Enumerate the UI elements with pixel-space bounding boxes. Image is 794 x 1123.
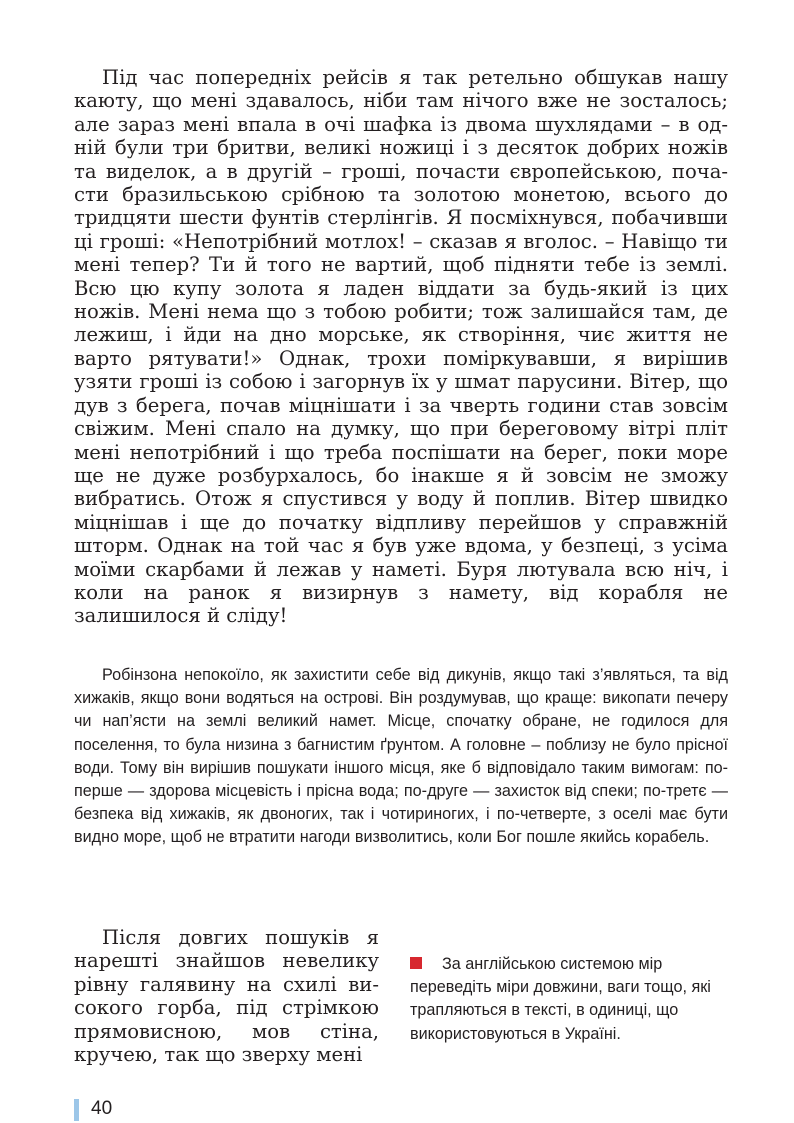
task-text: За англійською системою мір переведіть міри довжини, ваги тощо, які трапляються в тексті, в одиниці, що використовуються в Україні. [410,955,711,1043]
column-text: Після довгих пошуків я нарешті знайшов невелику рівну галявину на схилі високого горба, під стрімкою прямовисною, мов стіна, кручею, так що зверху мені [74,926,379,1067]
task-marker-icon [410,957,422,969]
page-number-bar [74,1099,79,1121]
task-block [410,953,728,1046]
summary-text: Робінзона непокоїло, як захистити себе від дикунів, якщо такі з’являться, та від хижаків, якщо вони водяться на острові. Він роздумував, що краще: викопати печеру чи нап’ясти на землі великий намет. Місце, спочатку обране, не годилося для поселення, то була низина з багнистим ґрунтом. А головне – поблизу не було прісної води. Тому він вирішив пошукати іншого місця, яке б відповідало таким вимогам: по-перше — здорова місцевість і прісна вода; по-друге — захисток від спеки; по-третє — безпека від хижаків, як двоногих, так і чотириногих, і по-четверте, з оселі має бути видно море, щоб не втратити нагоди визволитись, коли Бог пошле якийсь корабель. [74,666,728,847]
main-text: Під час попередніх рейсів я так ретельно обшукав нашу каюту, що мені здавалось, ніби там нічого вже не зосталось; але зараз мені впала в очі шафка із двома шухлядами – в одній були три бритви, великі ножиці і з десяток добрих ножів та виделок, а в другій – гроші, почасти європейською, почасти бразильською срібною та золотою монетою, всього до тридцяти шести фунтів стерлінгів. Я посміхнувся, побачивши ці гроші: «Непотрібний мотлох! – сказав я вголос. – Навіщо ти мені тепер? Ти й того не вартий, щоб підняти тебе із землі. Всю цю купу золота я ладен віддати за будь-який із цих ножів. Мені нема що з тобою робити; тож залишайся там, де лежиш, і йди на дно морське, як створіння, чиє життя не варто рятувати!» Однак, трохи поміркувавши, я вирішив узяти гроші із собою і загорнув їх у шмат парусини. Вітер, що дув з берега, почав міцнішати і за чверть години став зовсім свіжим. Мені спало на думку, що при береговому вітрі пліт мені непотрібний і що треба поспішати на берег, поки море ще не дуже розбурхалось, бо інакше я й зовсім не зможу вибратись. Отож я спустився у воду й поплив. Вітер швидко міцнішав і ще до початку відпливу перейшов у справжній шторм. Однак на той час я був уже вдома, у безпеці, з усіма моїми скарбами й лежав у наметі. Буря лютувала всю ніч, і коли на ранок я визирнув з намету, від корабля не залишилося й сліду! [74,66,728,628]
page-number: 40 [91,1098,113,1119]
